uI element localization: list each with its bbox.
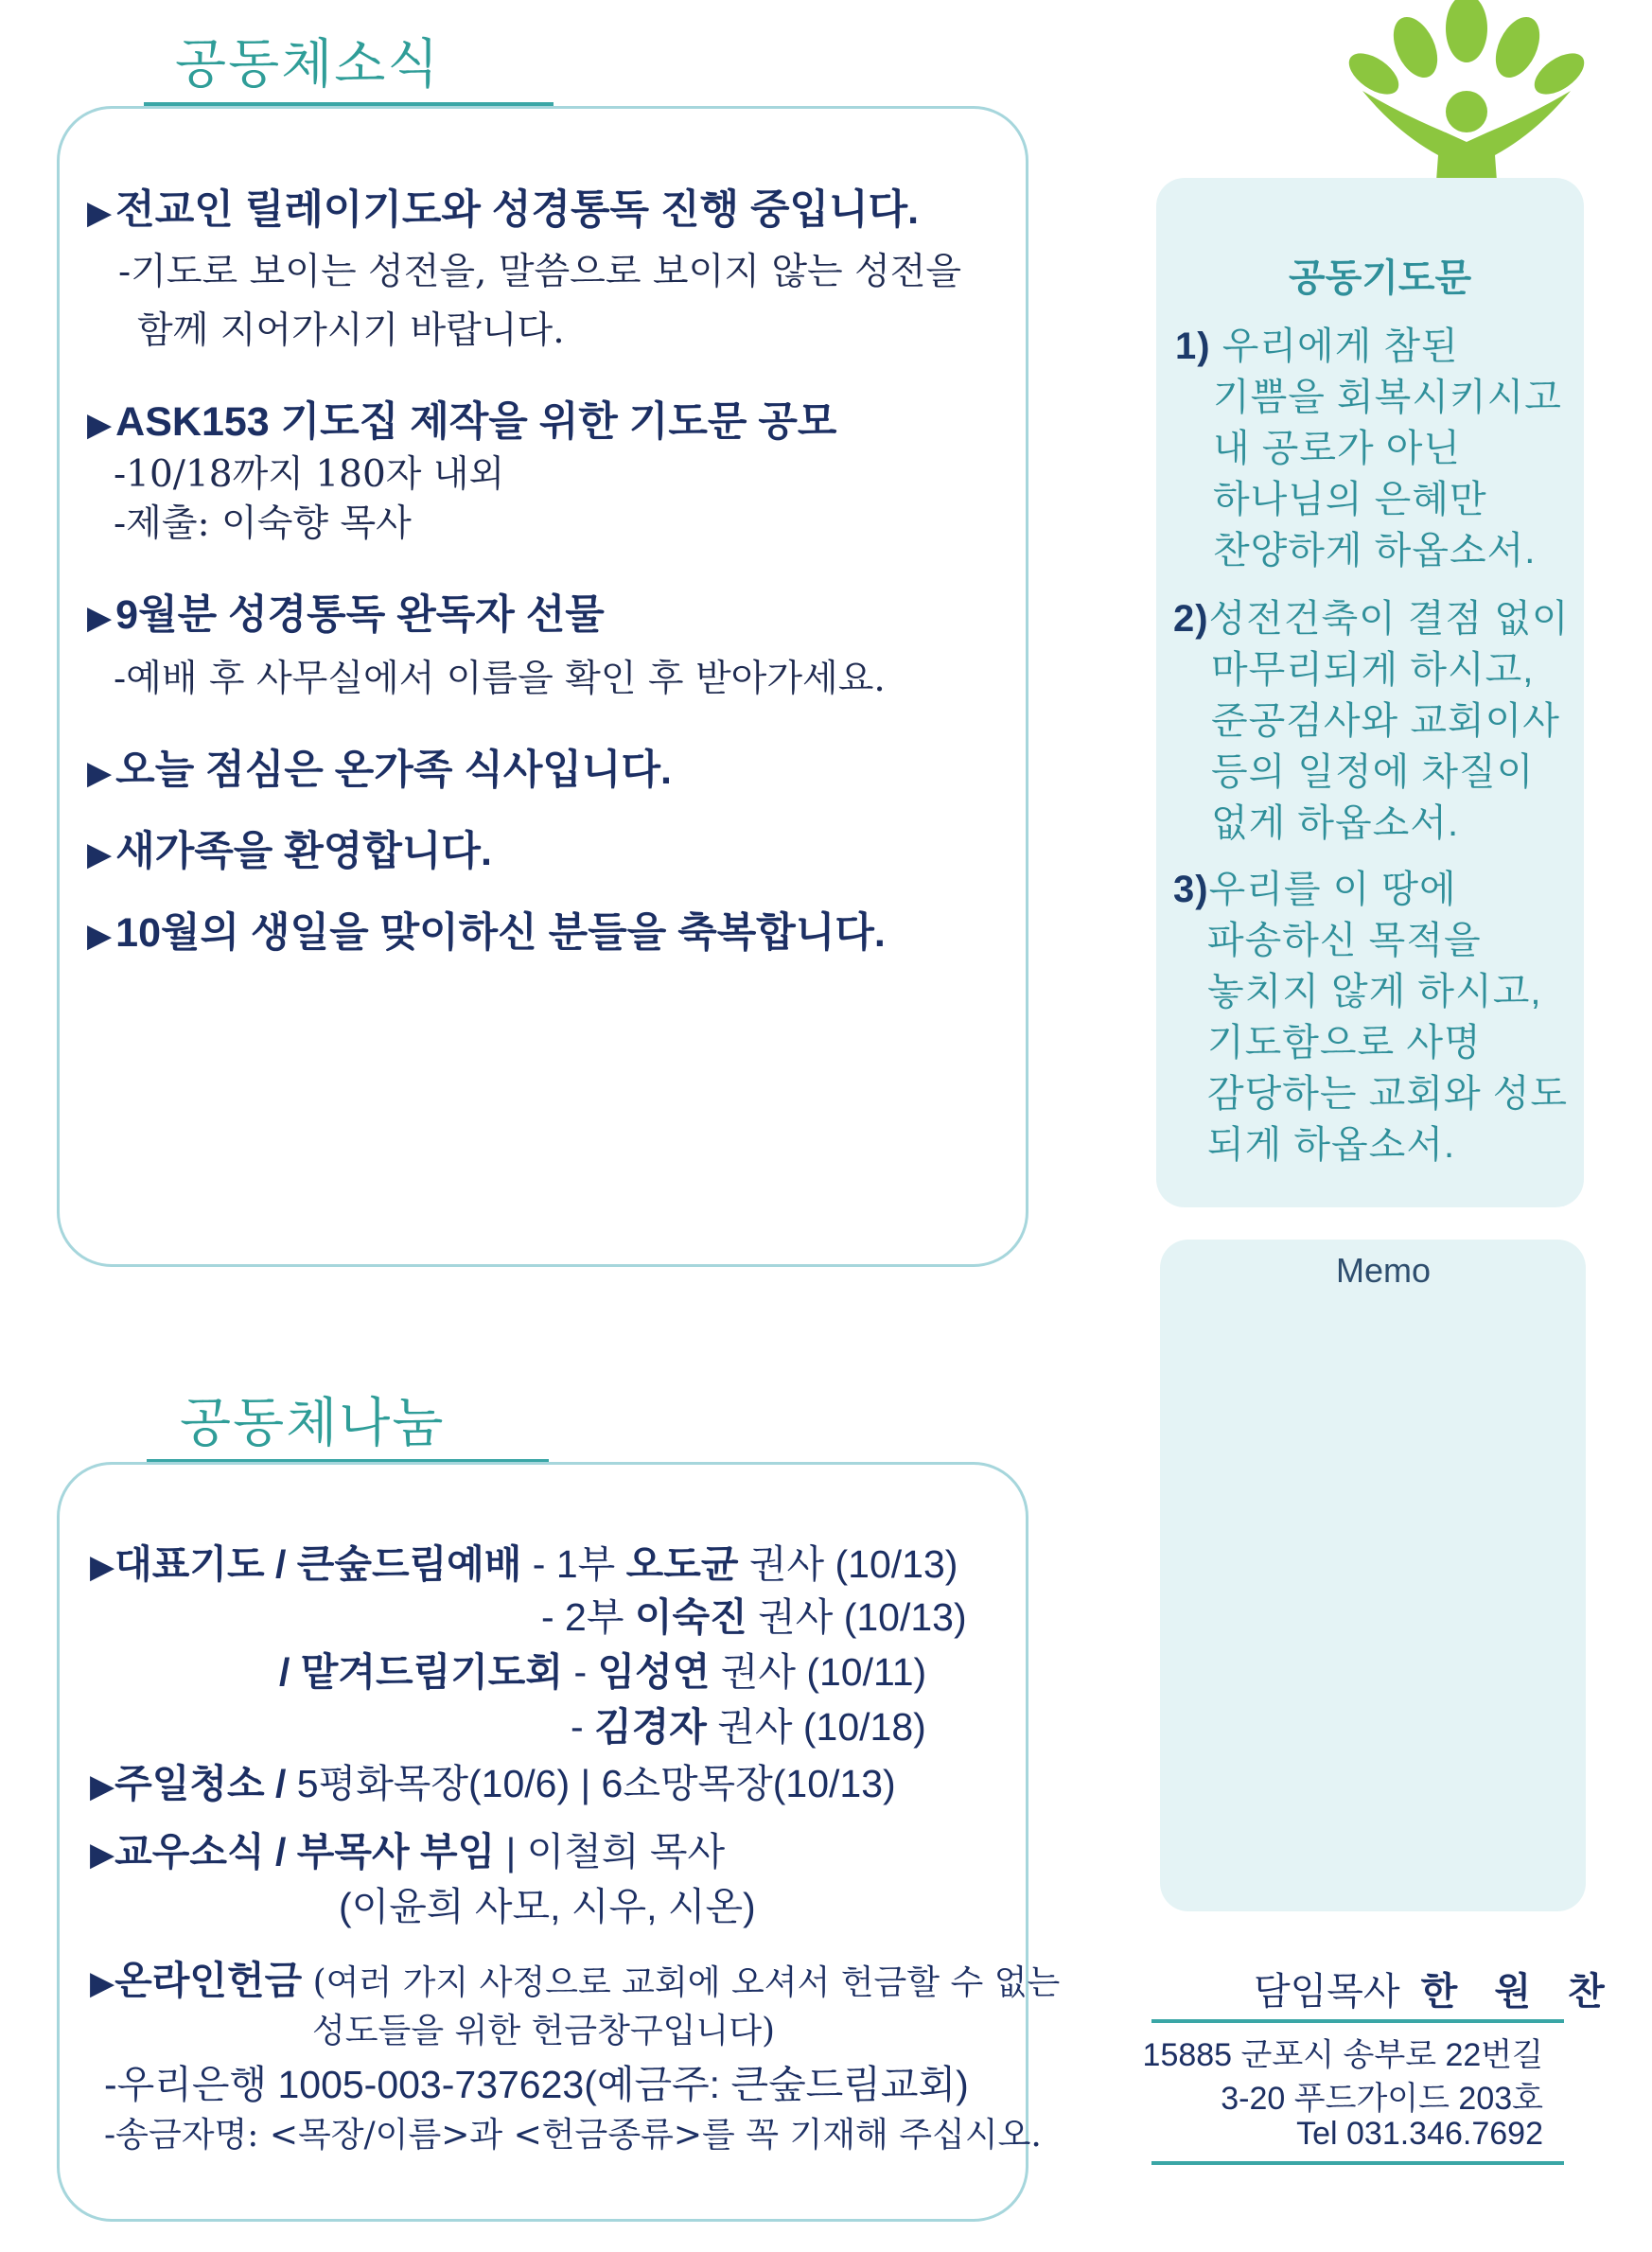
- online-offering-bank: -우리은행 1005-003-737623(예금주: 큰숲드림교회): [104, 2063, 969, 2106]
- prayer-3-line-2: 파송하신 목적을: [1207, 920, 1482, 961]
- online-offering-row: ▶온라인헌금 (여러 가지 사정으로 교회에 오셔서 헌금할 수 없는: [90, 1959, 1061, 2002]
- cleaning-row: ▶주일청소 / 5평화목장(10/6) | 6소망목장(10/13): [90, 1762, 896, 1805]
- pastor-line: 담임목사 한 원 찬: [1254, 1971, 1618, 2013]
- address-line-2: 3-20 푸드가이드 203호: [1221, 2081, 1543, 2117]
- online-offering-sender: -송금자명: <목장/이름>과 <헌금종류>를 꼭 기재해 주십시오.: [104, 2116, 1042, 2155]
- prayer-1-line-2: 기쁨을 회복시키시고: [1213, 377, 1562, 418]
- news-item-4: ▶오늘 점심은 온가족 식사입니다.: [87, 748, 672, 793]
- news-item-1-detail-1: -기도로 보이는 성전을, 말씀으로 보이지 않는 성전을: [118, 251, 962, 293]
- prayer-leaders-row-4: - 김경자 권사 (10/18): [571, 1705, 926, 1749]
- prayer-3-line-1: 3)우리를 이 땅에: [1173, 869, 1457, 910]
- prayer-2-line-5: 없게 하옵소서.: [1211, 802, 1460, 844]
- prayer-3-line-5: 감당하는 교회와 성도: [1207, 1073, 1568, 1115]
- prayer-2-line-2: 마무리되게 하시고,: [1211, 649, 1535, 691]
- memo-title: Memo: [1336, 1251, 1432, 1290]
- staff-news-family: (이윤희 사모, 시우, 시온): [339, 1885, 756, 1928]
- news-item-2-detail-1: -10/18까지 180자 내외: [114, 453, 505, 496]
- prayer-1-line-3: 내 공로가 아닌: [1213, 428, 1462, 469]
- news-item-6: ▶10월의 생일을 맞이하신 분들을 축복합니다.: [87, 910, 886, 956]
- address-line-1: 15885 군포시 송부로 22번길: [1142, 2037, 1543, 2073]
- sharing-title: 공동체나눔: [180, 1393, 446, 1452]
- news-item-3: ▶9월분 성경통독 완독자 선물: [87, 592, 605, 638]
- prayer-1-line-4: 하나님의 은혜만: [1213, 479, 1487, 520]
- prayer-box-title: 공동기도문: [1289, 257, 1472, 299]
- prayer-2-line-1: 2)성전건축이 결점 없이: [1173, 598, 1570, 640]
- prayer-leaders-row-3: / 맡겨드림기도회 - 임성연 권사 (10/11): [279, 1650, 927, 1694]
- news-item-5: ▶새가족을 환영합니다.: [87, 829, 492, 874]
- prayer-1-line-1: 1) 우리에게 참된: [1175, 325, 1459, 367]
- prayer-leaders-row-2: - 2부 이숙진 권사 (10/13): [541, 1595, 967, 1639]
- online-offering-note: 성도들을 위한 헌금창구입니다): [312, 2012, 776, 2050]
- news-title: 공동체소식: [175, 34, 441, 94]
- prayer-3-line-4: 기도함으로 사명: [1207, 1022, 1482, 1064]
- staff-news-row: ▶교우소식 / 부목사 부임 | 이철희 목사: [90, 1830, 726, 1874]
- prayer-3-line-3: 놓치지 않게 하시고,: [1207, 971, 1542, 1012]
- address-top-rule: [1151, 2019, 1564, 2023]
- prayer-leaders-row-1: ▶대표기도 / 큰숲드림예배 - 1부 오도균 권사 (10/13): [90, 1542, 958, 1586]
- prayer-1-line-5: 찬양하게 하옵소서.: [1213, 530, 1537, 572]
- news-item-1: ▶전교인 릴레이기도와 성경통독 진행 중입니다.: [87, 187, 920, 233]
- prayer-2-line-4: 등의 일정에 차질이: [1211, 751, 1535, 793]
- prayer-3-line-6: 되게 하옵소서.: [1207, 1124, 1456, 1166]
- memo-box[interactable]: [1160, 1240, 1586, 1911]
- phone-number: Tel 031.346.7692: [1296, 2116, 1543, 2152]
- news-item-2: ▶ASK153 기도집 제작을 위한 기도문 공모: [87, 399, 837, 445]
- news-item-1-detail-2: 함께 지어가시기 바랍니다.: [137, 309, 565, 352]
- news-item-3-detail-1: -예배 후 사무실에서 이름을 확인 후 받아가세요.: [114, 658, 886, 700]
- prayer-2-line-3: 준공검사와 교회이사: [1211, 700, 1560, 742]
- news-item-2-detail-2: -제출: 이숙향 목사: [114, 502, 412, 545]
- address-bottom-rule: [1151, 2161, 1564, 2165]
